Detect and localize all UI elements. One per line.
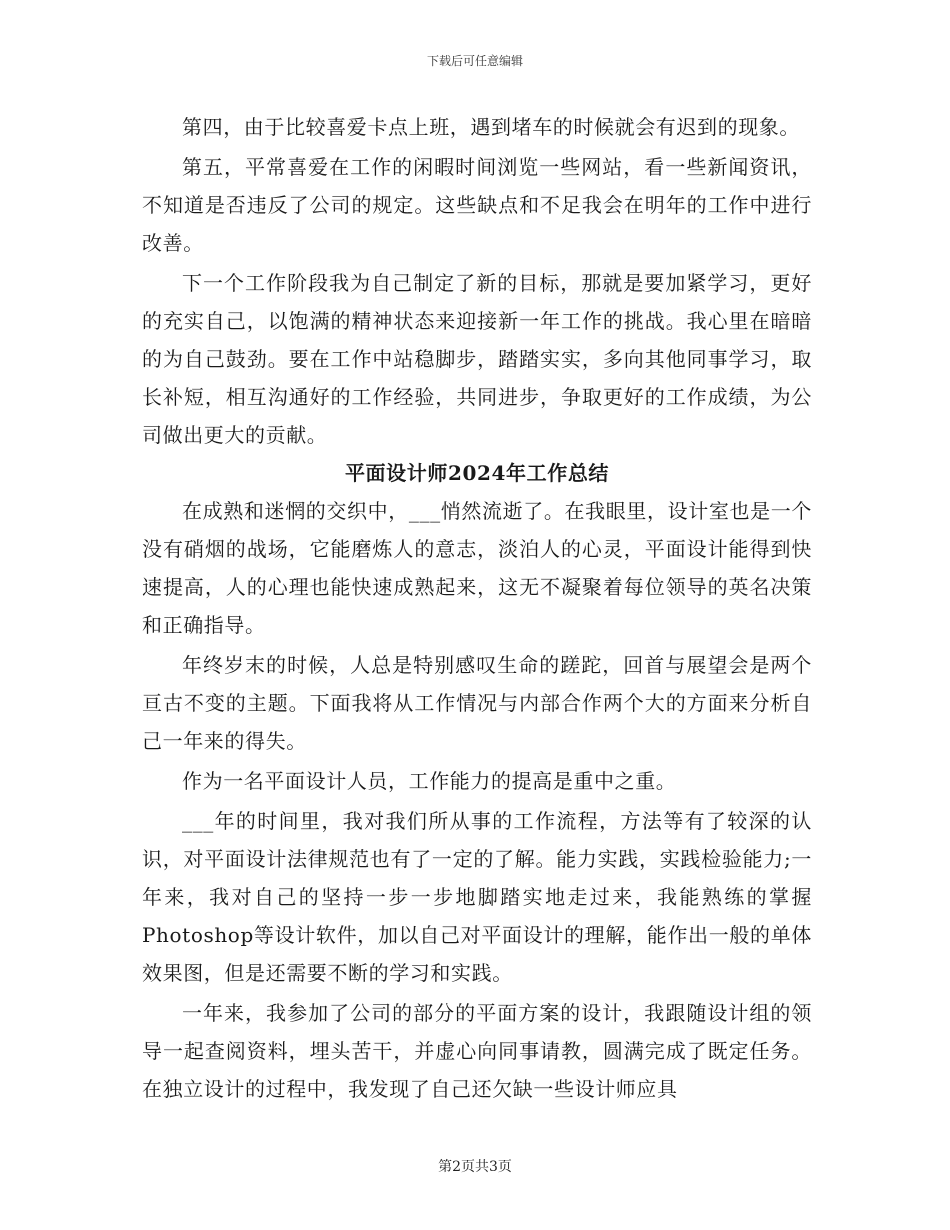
paragraph: 在成熟和迷惘的交织中，___悄然流逝了。在我眼里，设计室也是一个没有硝烟的战场，它能磨炼人的意志，淡泊人的心灵，平面设计能得到快速提高，人的心理也能快速成熟起来，这无不凝聚着每位领导的英名决策和正确指导。 [142, 499, 812, 637]
paragraph: 第五，平常喜爱在工作的闲暇时间浏览一些网站，看一些新闻资讯，不知道是否违反了公司的规定。这些缺点和不足我会在明年的工作中进行改善。 [142, 155, 812, 255]
paragraph: 一年来，我参加了公司的部分的平面方案的设计，我跟随设计组的领导一起查阅资料，埋头苦干，并虚心向同事请教，圆满完成了既定任务。在独立设计的过程中，我发现了自己还欠缺一些设计师应具 [142, 1001, 812, 1101]
paragraph: 下一个工作阶段我为自己制定了新的目标，那就是要加紧学习，更好的充实自己，以饱满的精神状态来迎接新一年工作的挑战。我心里在暗暗的为自己鼓劲。要在工作中站稳脚步，踏踏实实，多向其他同事学习，取长补短，相互沟通好的工作经验，共同进步，争取更好的工作成绩，为公司做出更大的贡献。 [142, 271, 812, 447]
paragraph: 作为一名平面设计人员，工作能力的提高是重中之重。 [182, 769, 677, 793]
document-body [142, 108, 812, 1108]
page-footer: 第2页共3页 [438, 1159, 512, 1175]
paragraph: 第四，由于比较喜爱卡点上班，遇到堵车的时候就会有迟到的现象。 [182, 115, 800, 139]
section-title: 平面设计师2024年工作总结 [344, 461, 610, 485]
page-header: 下载后可任意编辑 [426, 54, 523, 68]
paragraph: 年终岁末的时候，人总是特别感叹生命的蹉跎，回首与展望会是两个亘古不变的主题。下面我将从工作情况与内部合作两个大的方面来分析自己一年来的得失。 [142, 653, 812, 753]
paragraph: ___年的时间里，我对我们所从事的工作流程，方法等有了较深的认识，对平面设计法律规范也有了一定的了解。能力实践，实践检验能力;一年来，我对自己的坚持一步一步地脚踏实地走过来，我能熟练的掌握Photoshop等设计软件，加以自己对平面设计的理解，能作出一般的单体效果图，但是还需要不断的学习和实践。 [142, 809, 812, 985]
